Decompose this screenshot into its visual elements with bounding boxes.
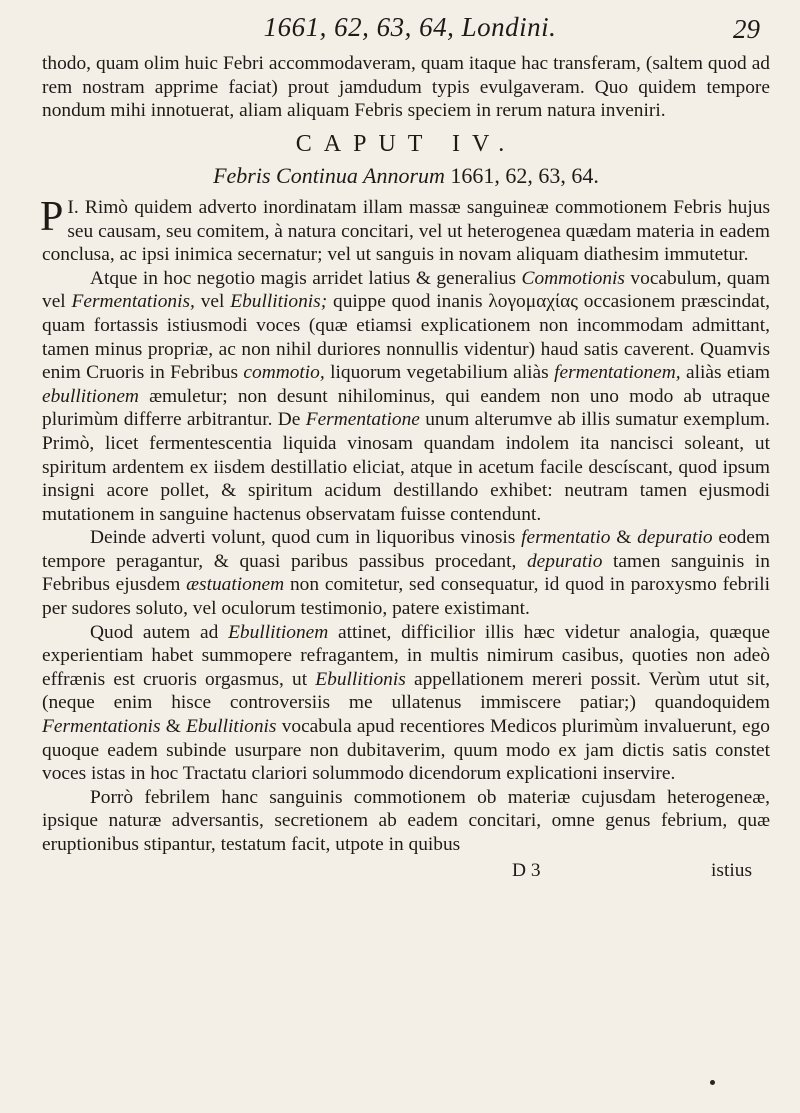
p4-italic-3: Fermentationis <box>42 716 161 738</box>
chapter-heading: CAPUT IV. <box>295 130 517 157</box>
chapter-subtitle <box>42 164 770 188</box>
p3-italic-1: fermentatio <box>521 527 611 549</box>
ink-spot <box>710 1080 715 1085</box>
p4-italic-1: Ebullitionem <box>228 621 329 643</box>
paragraph-5: Porrò febrilem hanc sanguinis commotionem ob materiæ cujusdam heterogeneæ, ipsique naturæ adversantis, secretionem ab eadem concitari, omne genus febrium, quæ eruptionibus stipantur, testatum facit, utpote in quibus <box>42 786 770 855</box>
paragraph-2 <box>42 267 770 527</box>
section-number: I. <box>67 196 79 218</box>
p4-text-4: & <box>165 716 181 738</box>
paragraph-4 <box>42 621 770 786</box>
paragraph-1 <box>40 193 770 267</box>
page-number: 29 <box>733 14 760 44</box>
page-footer <box>42 859 770 883</box>
p2-text-1: Atque in hoc negotio magis arridet latius & generalius <box>90 267 517 289</box>
p2-text-5: liquorum vegetabilium aliàs <box>330 362 549 384</box>
chapter-subtitle-text: Febris Continua Annorum <box>213 163 445 189</box>
p2-text-8: unum alterumve ab illis sumatur exemplum. Primò, licet fermentescentia liquida vinosam quandam indolem ita nancisci soleant, ut spiritum ardentem ex iisdem destillatio eliciat, atque in acetum facile descíscant, quod ipsum insigni acore pollet, & spiritum acidum destillando exhibet: neutram tamen ejusmodi mutationem in sanguine hactenus observatam fuisse contendunt. <box>42 409 770 525</box>
p3-text-5: non comitetur, sed consequatur, id quod in paroxysmo febrili per sudores soluto, vel oculorum testimonio, patere existimant. <box>42 574 770 620</box>
p2-italic-4: commotio, <box>243 362 325 384</box>
running-head: 1661, 62, 63, 64, Londini. <box>263 12 557 42</box>
p3-italic-3: depuratio <box>526 550 603 572</box>
p2-italic-7: Fermentatione <box>305 409 420 431</box>
p2-text-2: vocabulum, quam vel <box>42 267 770 313</box>
page-body <box>42 52 770 883</box>
p2-text-6: aliàs etiam <box>686 362 770 384</box>
top-paragraph: thodo, quam olim huic Febri accommodaveram, quam itaque hac transferam, (saltem quod ad rem nostram apprime faciat) prout jamdudum typis evulgaveram. Quo quidem tempore nondum mihi innotuerat, aliam aliquam Febris speciem in rerum natura inveniri. <box>42 53 770 122</box>
p4-text-1: Quod autem ad <box>90 621 219 643</box>
catchword: istius <box>711 859 752 881</box>
page-header <box>60 12 760 52</box>
signature-mark: D 3 <box>512 859 541 881</box>
p2-text-7: æmuletur; non desunt nihilominus, qui eandem non uno modo ab utraque plurimùm differre arbitrantur. De <box>42 385 770 431</box>
p3-text-1: Deinde adverti volunt, quod cum in liquoribus vinosis <box>90 527 516 549</box>
p3-italic-4: æstuationem <box>186 574 285 596</box>
p3-italic-2: depuratio <box>637 527 713 549</box>
paragraph-1-text: Rimò quidem adverto inordinatam illam massæ sanguineæ commotionem Febris hujus seu causam, seu comitem, à natura concitari, vel ut heterogenea quædam materia in eadem conclusa, ac ipsi inimica secernatur; vel ut sanguis in novam aliquam diathesim immutetur. <box>42 196 770 266</box>
p4-text-3: appellationem mereri possit. Verùm utut sit, (neque enim hisce controversiis me ullatenus immiscere patiar;) quandoquidem <box>42 668 770 714</box>
p2-italic-6: ebullitionem <box>42 385 139 407</box>
p2-text-3: vel <box>200 291 225 313</box>
p2-text-4: quippe quod inanis λογομαχίας occasionem præscindat, quam fortassis istiusmodi voces (quæ etiamsi explicationem non incommodam admittant, tamen minus propriæ, ac non nihil duriores nonnullis videntur) haud satis caverent. Quamvis enim Cruoris in Febribus <box>42 291 770 384</box>
p3-text-3: eodem tempore peragantur, & quasi paribus passibus procedant, <box>42 527 770 572</box>
p3-text-2: & <box>616 527 632 549</box>
p4-italic-2: Ebullitionis <box>315 668 406 690</box>
p4-italic-4: Ebullitionis <box>185 716 277 738</box>
p3-text-4: tamen sanguinis in Febribus ejusdem <box>42 550 770 596</box>
p2-italic-1: Commotionis <box>521 267 625 289</box>
p2-italic-5: fermentationem, <box>554 362 681 384</box>
p4-text-5: vocabula apud recentiores Medicos plurimùm invaluerunt, ego quoque eadem subinde usurpare non dubitaverim, quum modo ex jam dictis satis constet voces istas in hoc Tractatu clariori solummodo dicendorum explicationi inservire. <box>42 716 770 785</box>
drop-cap: P <box>40 193 64 240</box>
chapter-subtitle-years: 1661, 62, 63, 64. <box>450 163 599 189</box>
p2-italic-2: Fermentationis, <box>71 291 195 313</box>
p2-italic-3: Ebullitionis; <box>230 291 328 313</box>
paragraph-3 <box>42 526 770 620</box>
p4-text-2: attinet, difficilior illis hæc videtur analogia, quæque experientiam habet summopere refragantem, in multis nimirum casibus, quoties non adeò effrænis est cruoris orgasmus, ut <box>42 621 770 690</box>
